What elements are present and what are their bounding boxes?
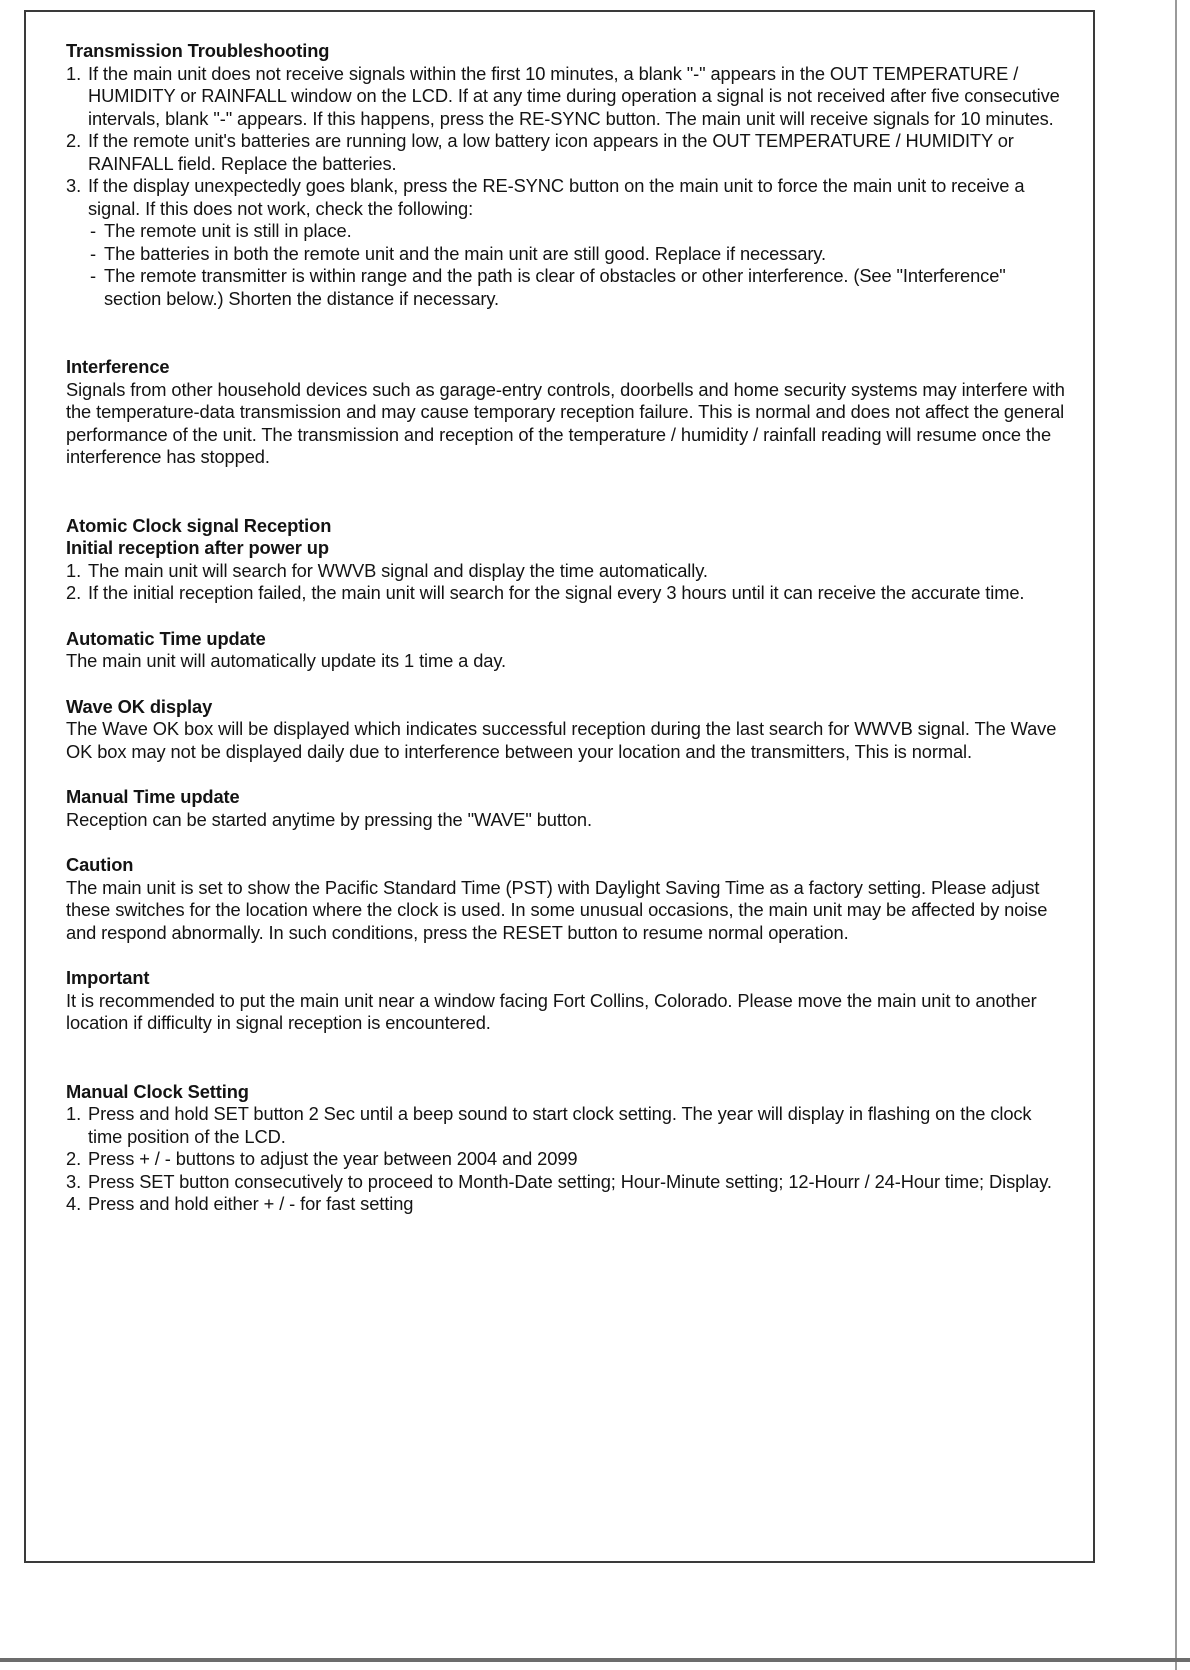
section-caution (66, 854, 1066, 944)
checklist-item: - The remote unit is still in place. (90, 220, 352, 241)
section-title: Transmission Troubleshooting (66, 40, 330, 61)
section-body: The main unit is set to show the Pacific Standard Time (PST) with Daylight Saving Time as a factory setting. Please adjust these switches for the location where the clock is used. In some unusual occasions, the main unit may be affected by noise and respond abnormally. In such conditions, press the RESET button to resume normal operation. (66, 876, 1048, 943)
numbered-list (66, 1103, 1066, 1216)
list-item-text: Press and hold either + / - for fast setting (88, 1193, 414, 1214)
numbered-list (66, 560, 1066, 605)
section-automatic-time-update (66, 628, 1066, 673)
list-item-text: If the initial reception failed, the main unit will search for the signal every 3 hours until it can receive the accurate time. (88, 582, 1025, 603)
section-important (66, 967, 1066, 1035)
list-item: 3. Press SET button consecutively to proceed to Month-Date setting; Hour-Minute setting; 12-Hourr / 24-Hour time; Display. (66, 1170, 1052, 1192)
section-title: Atomic Clock signal Reception (66, 514, 332, 536)
checklist (88, 220, 1066, 310)
document-body (66, 40, 1066, 1216)
list-item: 1. If the main unit does not receive signals within the first 10 minutes, a blank "-" appears in the OUT TEMPERATURE / HUMIDITY or RAINFALL window on the LCD. If at any time during operation a signal is not received after five consecutive intervals, blank "-" appears. If this happens, press the RE-SYNC button. The main unit will receive signals for 10 minutes. (66, 62, 1060, 129)
list-item-text: The main unit will search for WWVB signal and display the time automatically. (88, 559, 708, 581)
section-title: Automatic Time update (66, 627, 266, 649)
section-body: It is recommended to put the main unit near a window facing Fort Collins, Colorado. Please move the main unit to another location if difficulty in signal reception is encountered. (66, 989, 1037, 1033)
list-item-text: If the display unexpectedly goes blank, press the RE-SYNC button on the main unit to force the main unit to receive a signal. If this does not work, check the following: (88, 175, 1025, 219)
list-item: 2. Press + / - buttons to adjust the year between 2004 and 2099 (66, 1148, 578, 1169)
section-body: Signals from other household devices such as garage-entry controls, doorbells and home security systems may interfere with the temperature-data transmission and may cause temporary reception failure. This is normal and does not affect the general performance of the unit. The transmission and reception of the temperature / humidity / rainfall reading will resume once the interference has stopped. (66, 378, 1065, 467)
section-manual-time-update (66, 786, 1066, 831)
checklist-item: - The remote transmitter is within range and the path is clear of obstacles or other interference. (See "Interference" section below.) Shorten the distance if necessary. (90, 265, 1006, 309)
section-title: Wave OK display (66, 695, 213, 717)
section-title: Caution (66, 854, 134, 875)
scan-edge-right (1175, 0, 1177, 1670)
section-title: Interference (66, 356, 170, 377)
list-item: 2. If the remote unit's batteries are running low, a low battery icon appears in the OUT TEMPERATURE / HUMIDITY or RAINFALL field. Replace the batteries. (66, 130, 1014, 174)
section-manual-clock-setting (66, 1081, 1066, 1216)
section-interference (66, 356, 1066, 469)
section-transmission-troubleshooting (66, 40, 1066, 310)
list-item-text: Press + / - buttons to adjust the year between 2004 and 2099 (88, 1148, 578, 1169)
section-title: Important (66, 967, 150, 988)
section-body: The main unit will automatically update its 1 time a day. (66, 650, 507, 671)
section-body: Reception can be started anytime by pressing the "WAVE" button. (66, 808, 592, 830)
scan-edge-bottom (0, 1658, 1190, 1662)
checklist-item: - The batteries in both the remote unit and the main unit are still good. Replace if necessary. (90, 242, 827, 264)
section-title: Manual Time update (66, 786, 240, 807)
list-item: 2. If the initial reception failed, the main unit will search for the signal every 3 hours until it can receive the accurate time. (66, 582, 1025, 603)
list-item-text: If the main unit does not receive signals within the first 10 minutes, a blank "-" appears in the OUT TEMPERATURE / HUMIDITY or RAINFALL window on the LCD. If at any time during operation a signal is not received after five consecutive intervals, blank "-" appears. If this happens, press the RE-SYNC button. The main unit will receive signals for 10 minutes. (88, 62, 1060, 129)
list-item-text: Press and hold SET button 2 Sec until a beep sound to start clock setting. The year will display in flashing on the clock time position of the LCD. (88, 1103, 1032, 1147)
section-title: Manual Clock Setting (66, 1080, 249, 1102)
section-wave-ok-display (66, 696, 1066, 764)
list-item: 3. If the display unexpectedly goes blank, press the RE-SYNC button on the main unit to force the main unit to receive a signal. If this does not work, check the following: - The remote unit is still in place. - The batteries in both the remote unit and the main unit are still good. Replace if necessary. - The remote transmitter is within range and the path is clear of obstacles or other interference. (See "Interference" section below.) Shorten the distance if necessary. (66, 175, 1066, 310)
section-subtitle: Initial reception after power up (66, 537, 329, 558)
list-item: 1. Press and hold SET button 2 Sec until a beep sound to start clock setting. The year will display in flashing on the clock time position of the LCD. (66, 1103, 1032, 1147)
section-atomic-clock (66, 515, 1066, 605)
list-item: 1. The main unit will search for WWVB signal and display the time automatically. (66, 559, 708, 581)
list-item-text: If the remote unit's batteries are running low, a low battery icon appears in the OUT TEMPERATURE / HUMIDITY or RAINFALL field. Replace the batteries. (88, 130, 1014, 174)
list-item-text: Press SET button consecutively to proceed to Month-Date setting; Hour-Minute setting; 12-Hourr / 24-Hour time; Display. (88, 1170, 1052, 1192)
list-item: 4. Press and hold either + / - for fast setting (66, 1193, 414, 1214)
numbered-list (66, 63, 1066, 311)
section-body: The Wave OK box will be displayed which indicates successful reception during the last search for WWVB signal. The Wave OK box may not be displayed daily due to interference between your location and the transmitters, This is normal. (66, 718, 1057, 762)
